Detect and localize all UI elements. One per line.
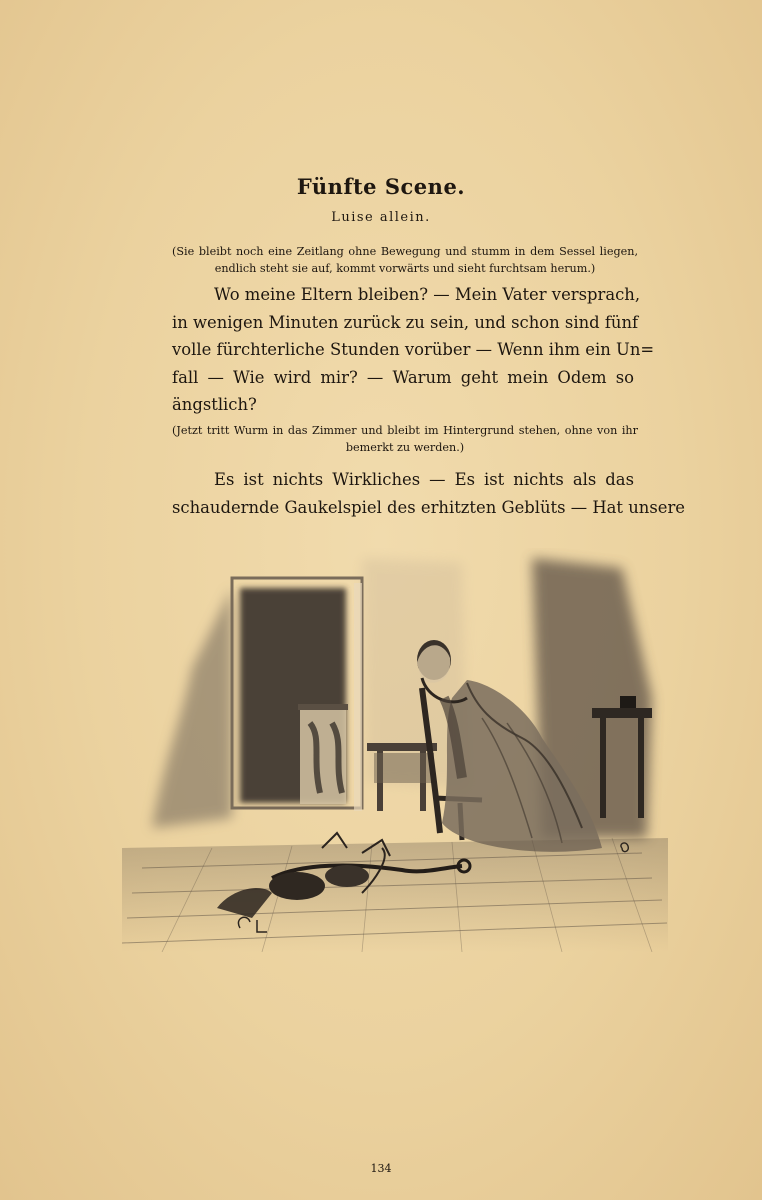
speech-line: volle fürchterliche Stunden vorüber — Wenn ihm ein Un= [172,340,655,359]
stage-direction-1: (Sie bleibt noch eine Zeitlang ohne Bewegung und stumm in dem Sessel liegen, endlich steht sie auf, kommt vorwärts und sieht furchtsam herum.) [172,245,638,275]
stage-direction-2: (Jetzt tritt Wurm in das Zimmer und bleibt im Hintergrund stehen, ohne von ihr bemerkt zu werden.) [172,424,638,454]
speech-line: Wo meine Eltern bleiben? — Mein Vater versprach, [214,285,641,304]
speech-line: in wenigen Minuten zurück zu sein, und schon sind fünf [172,312,639,332]
speech-1 [172,281,655,419]
speech-line: Es ist nichts Wirkliches — Es ist nichts als das [214,470,634,489]
scene-subtitle: Luise allein. [331,210,431,225]
scene-title: Fünfte Scene. [296,174,466,199]
floor [122,838,668,952]
speech-line: fall — Wie wird mir? — Warum geht mein Odem so [172,367,634,387]
speech-line: ängstlich? [172,395,257,414]
page-number: 134 [370,1162,392,1175]
bench [367,743,437,811]
speech-2 [172,466,685,521]
illustration [122,548,668,952]
banister [298,704,348,804]
speech-line: schaudernde Gaukelspiel des erhitzten Geblüts — Hat unsere [172,497,685,517]
